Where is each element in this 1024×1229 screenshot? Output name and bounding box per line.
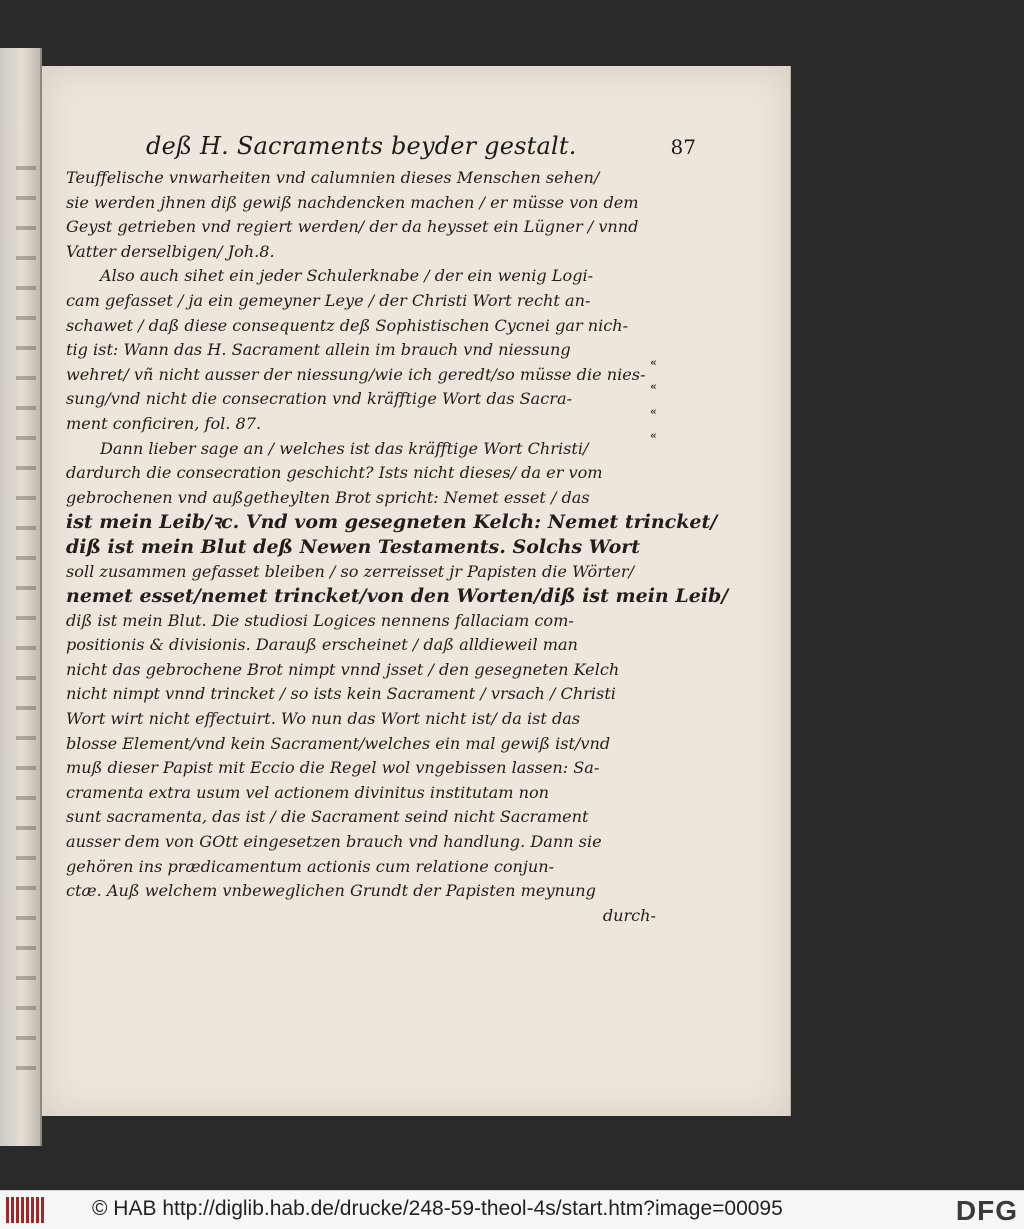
page-header [146, 132, 696, 160]
text-line: blosse Element/vnd kein Sacrament/welches ein mal gewiß ist/vnd [66, 733, 611, 753]
scanned-page [42, 66, 791, 1116]
text-line: Vatter derselbigen/ Joh.8. [66, 241, 275, 261]
marginal-quote-mark: « [650, 405, 657, 418]
body-text [66, 166, 729, 928]
text-line: ist mein Leib/ꝛc. Vnd vom gesegneten Kelch: Nemet trincket/ [66, 511, 718, 534]
adjacent-page-text-fragments [16, 148, 36, 1086]
text-line: cam gefasset / ja ein gemeyner Leye / der Christi Wort recht an- [66, 290, 591, 310]
dfg-logo: DFG [955, 1195, 1018, 1226]
text-line: tig ist: Wann das H. Sacrament allein im brauch vnd niessung [66, 340, 571, 360]
text-line: soll zusammen gefasset bleiben / so zerreisset jr Papisten die Wörter/ [66, 561, 635, 581]
text-line: dardurch die consecration geschicht? Ists nicht dieses/ da er vom [66, 463, 603, 483]
text-line: wehret/ vñ nicht ausser der niessung/wie ich geredt/so müsse die nies- [66, 364, 646, 384]
viewer-footer [0, 1190, 1024, 1229]
copyright-link[interactable]: © HAB http://diglib.hab.de/drucke/248-59-theol-4s/start.htm?image=00095 [92, 1197, 783, 1220]
text-line: Geyst getrieben vnd regiert werden/ der da heysset ein Lügner / vnnd [66, 217, 639, 237]
text-line: positionis & divisionis. Darauß erscheinet / daß alldieweil man [66, 635, 578, 655]
text-line: schawet / daß diese consequentz deß Sophistischen Cycnei gar nich- [66, 315, 629, 335]
text-line: nicht das gebrochene Brot nimpt vnnd jsset / den gesegneten Kelch [66, 659, 620, 679]
page-number: 87 [670, 135, 696, 159]
text-line: sung/vnd nicht die consecration vnd kräfftige Wort das Sacra- [66, 389, 573, 409]
text-line: diß ist mein Blut. Die studiosi Logices nennens fallaciam com- [66, 610, 574, 630]
text-line: sie werden jhnen diß gewiß nachdencken machen / er müsse von dem [66, 192, 639, 212]
running-title: deß H. Sacraments beyder gestalt. [146, 132, 577, 160]
text-line: Dann lieber sage an / welches ist das kräfftige Wort Christi/ [100, 438, 589, 458]
text-line: muß dieser Papist mit Eccio die Regel wol vngebissen lassen: Sa- [66, 758, 600, 778]
marginal-quote-mark: « [650, 429, 657, 442]
marginal-quote-mark: « [650, 356, 657, 369]
text-line: nicht nimpt vnnd trincket / so ists kein Sacrament / vrsach / Christi [66, 684, 616, 704]
text-line: Teuffelische vnwarheiten vnd calumnien dieses Menschen sehen/ [66, 168, 600, 187]
text-line: ausser dem von GOtt eingesetzen brauch vnd handlung. Dann sie [66, 832, 602, 852]
text-line: cramenta extra usum vel actionem divinitus institutam non [66, 782, 550, 802]
text-line: Also auch sihet ein jeder Schulerknabe / der ein wenig Logi- [100, 266, 594, 286]
catchword: durch- [602, 905, 656, 925]
text-line: Wort wirt nicht effectuirt. Wo nun das Wort nicht ist/ da ist das [66, 709, 581, 729]
text-line: ctæ. Auß welchem vnbeweglichen Grundt der Papisten meynung [66, 881, 596, 901]
text-line: nemet esset/nemet trincket/von den Worten/diß ist mein Leib/ [66, 585, 729, 608]
text-line: ment conficiren, fol. 87. [66, 413, 262, 433]
text-line: diß ist mein Blut deß Newen Testaments. Solchs Wort [66, 535, 641, 558]
hab-logo-icon [6, 1197, 44, 1223]
text-line: gehören ins prædicamentum actionis cum relatione conjun- [66, 856, 555, 876]
adjacent-page-edge [0, 48, 42, 1146]
text-line: gebrochenen vnd außgetheylten Brot spricht: Nemet esset / das [66, 487, 590, 507]
marginal-quote-mark: « [650, 380, 657, 393]
text-line: sunt sacramenta, das ist / die Sacrament seind nicht Sacrament [66, 807, 589, 827]
